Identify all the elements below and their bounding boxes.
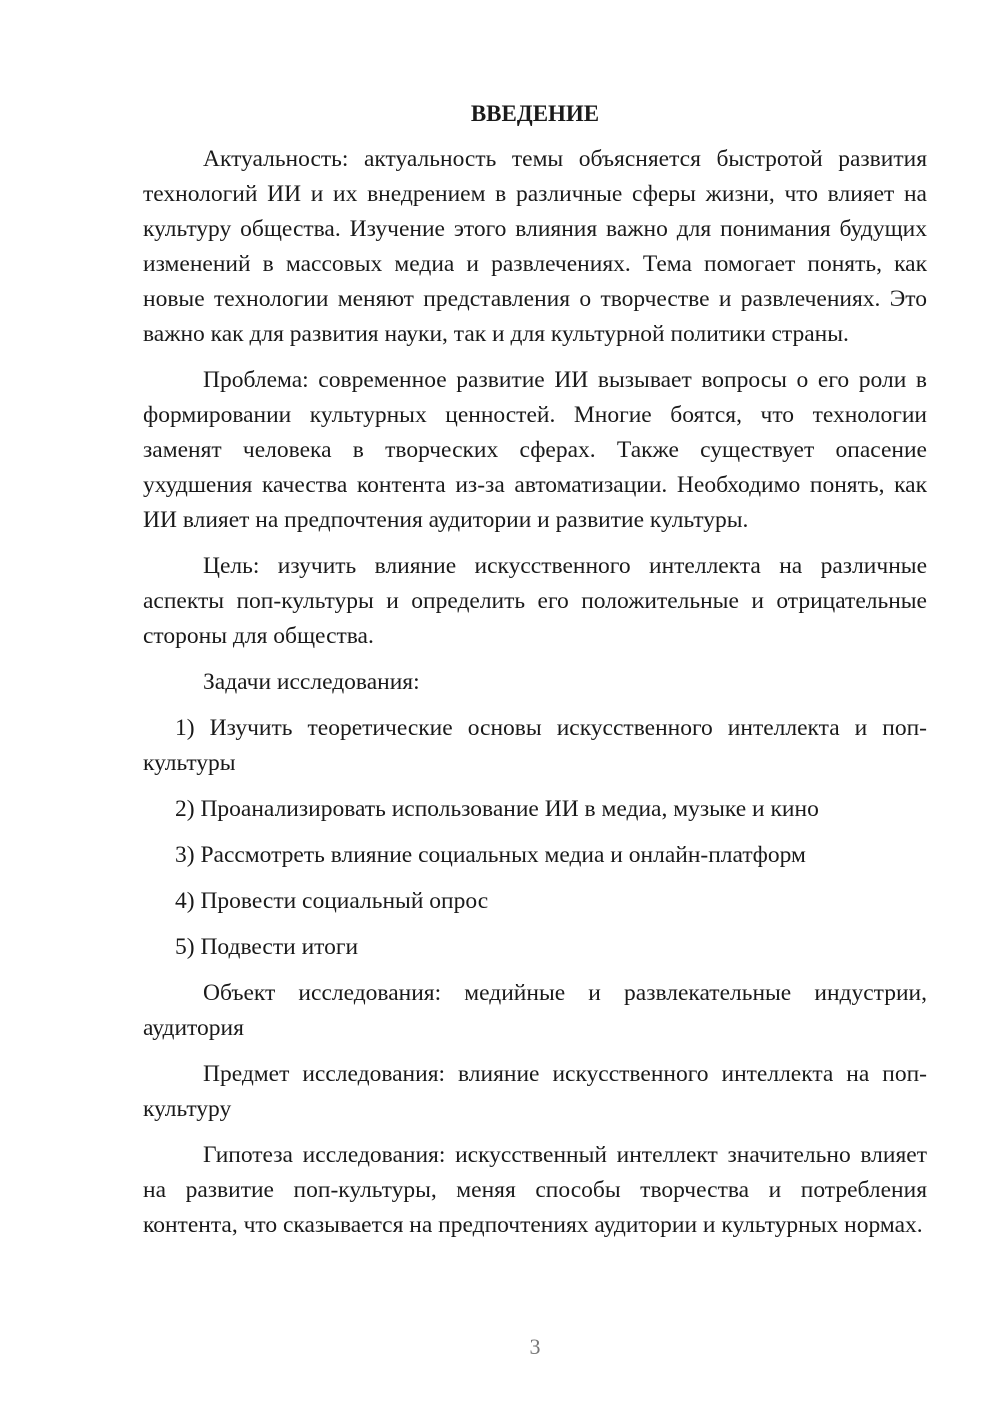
section-title: ВВЕДЕНИЕ <box>470 101 600 126</box>
task-item-5: 5) Подвести итоги <box>175 934 359 960</box>
problem-paragraph: Проблема: современное развитие ИИ вызывает вопросы о его роли в формировании культурных ценностей. Многие боятся, что технологии заменят человека в творческих сферах. Также существует опасение ухудшения качества контента из-за автоматизации. Необходимо понять, как ИИ влияет на предпочтения аудитории и развитие культуры. <box>143 367 927 533</box>
relevance-paragraph: Актуальность: актуальность темы объясняется быстротой развития технологий ИИ и их внедрением в различные сферы жизни, что влияет на культуру общества. Изучение этого влияния важно для понимания будущих изменений в массовых медиа и развлечениях. Тема помогает понять, как новые технологии меняют представления о творчестве и развлечениях. Это важно как для развития науки, так и для культурной политики страны. <box>143 146 927 347</box>
subject-paragraph: Предмет исследования: влияние искусственного интеллекта на поп-культуру <box>143 1061 927 1122</box>
task-item-3: 3) Рассмотреть влияние социальных медиа и онлайн-платформ <box>175 842 806 868</box>
object-paragraph: Объект исследования: медийные и развлекательные индустрии, аудитория <box>143 980 927 1041</box>
document-page <box>143 96 927 1243</box>
task-item-2: 2) Проанализировать использование ИИ в медиа, музыке и кино <box>175 796 819 822</box>
task-item-4: 4) Провести социальный опрос <box>175 888 489 914</box>
hypothesis-paragraph: Гипотеза исследования: искусственный интеллект значительно влияет на развитие поп-культуры, меняя способы творчества и потребления контента, что сказывается на предпочтениях аудитории и культурных нормах. <box>143 1142 927 1238</box>
tasks-heading: Задачи исследования: <box>203 669 420 695</box>
page-number: 3 <box>529 1334 541 1359</box>
goal-paragraph: Цель: изучить влияние искусственного интеллекта на различные аспекты поп-культуры и определить его положительные и отрицательные стороны для общества. <box>143 553 927 649</box>
task-item-1: 1) Изучить теоретические основы искусственного интеллекта и поп-культуры <box>143 715 927 776</box>
tasks-list <box>143 711 927 965</box>
